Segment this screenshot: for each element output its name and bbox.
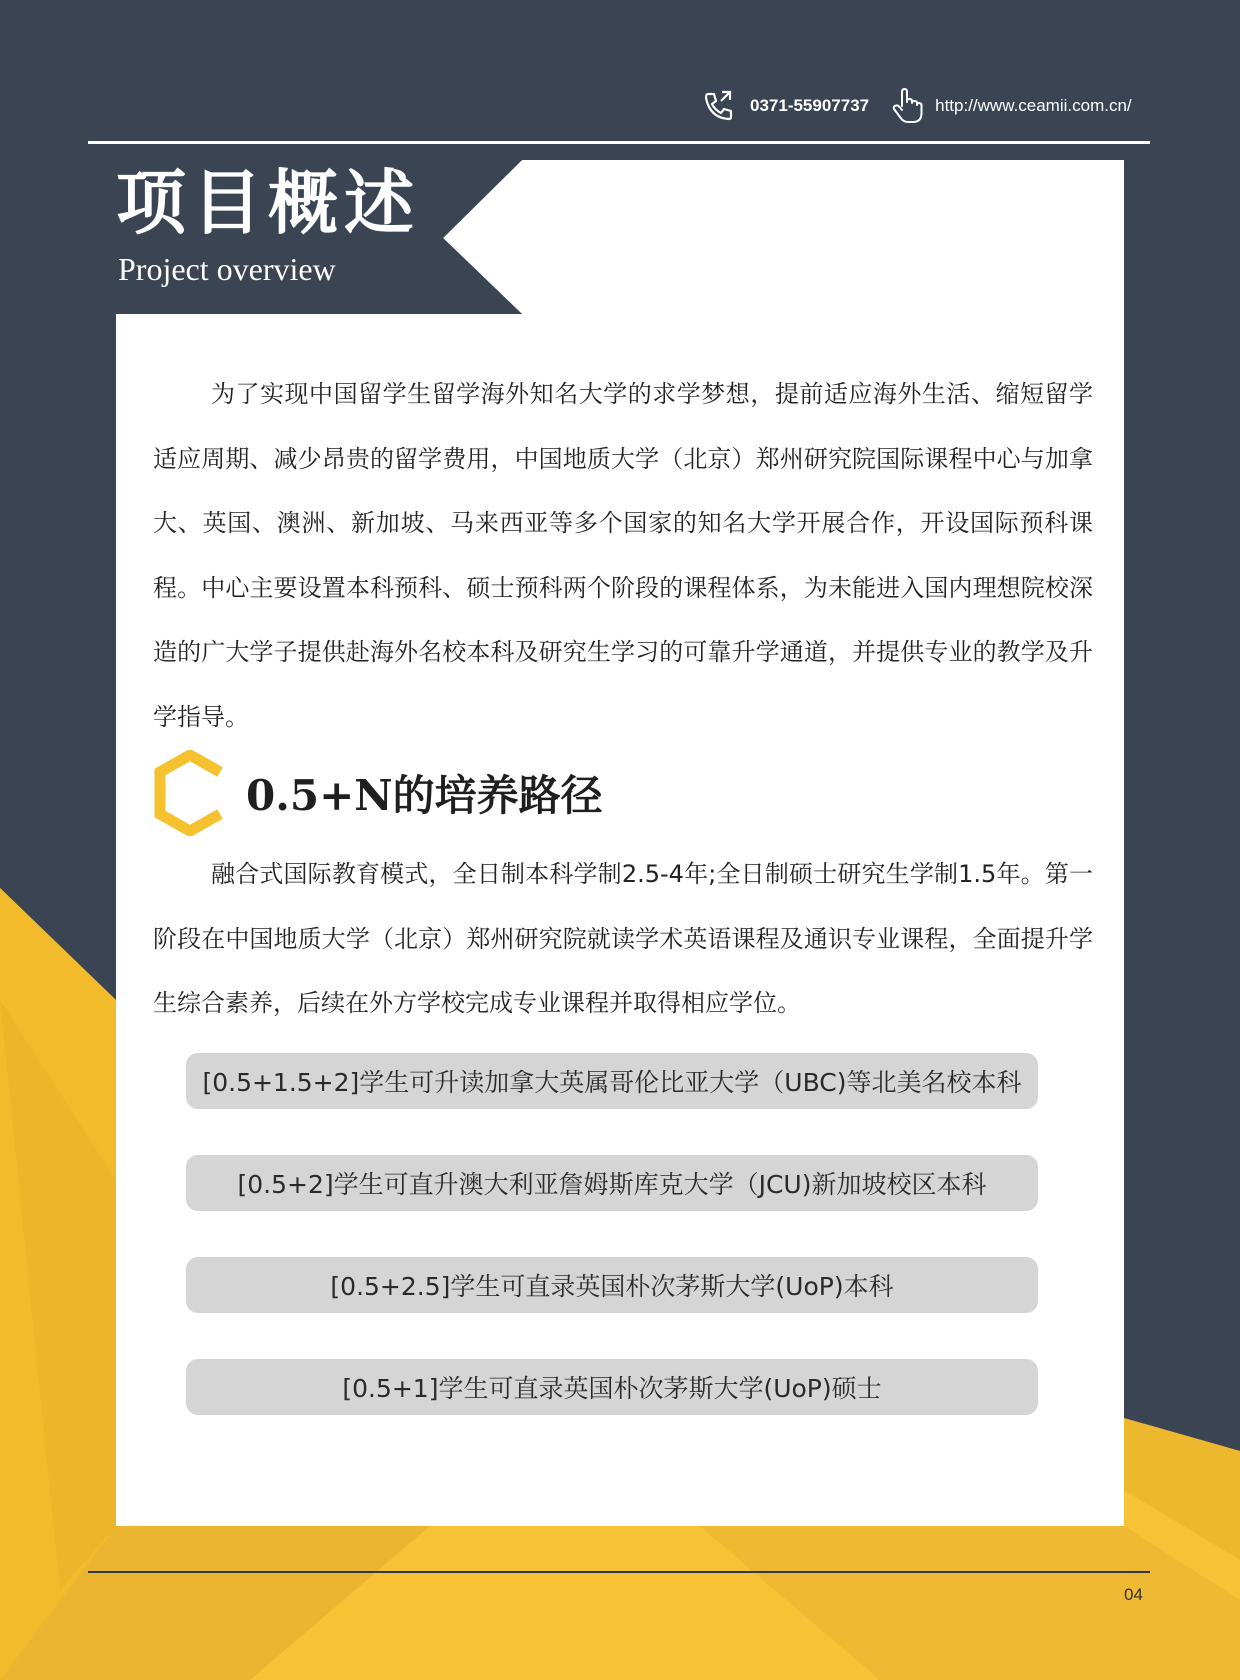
page-title: 项目概述	[116, 161, 420, 244]
model-paragraph: 融合式国际教育模式，全日制本科学制2.5-4年;全日制硕士研究生学制1.5年。第一阶段在中国地质大学（北京）郑州研究院就读学术英语课程及通识专业课程，全面提升学生综合素养，后续在外方学校完成专业课程并取得相应学位。	[153, 860, 1093, 1017]
pathway-item: [0.5+1]学生可直录英国朴次茅斯大学(UoP)硕士	[186, 1359, 1038, 1415]
section-title: 0.5+N的培养路径	[246, 771, 603, 820]
pathway-item: [0.5+1.5+2]学生可升读加拿大英属哥伦比亚大学（UBC)等北美名校本科	[186, 1053, 1038, 1109]
website-url[interactable]: http://www.ceamii.com.cn/	[935, 96, 1132, 115]
top-divider	[88, 141, 1150, 144]
page-subtitle: Project overview	[118, 251, 336, 287]
page-number: 04	[1124, 1585, 1143, 1604]
intro-paragraph: 为了实现中国留学生留学海外知名大学的求学梦想，提前适应海外生活、缩短留学适应周期、减少昂贵的留学费用，中国地质大学（北京）郑州研究院国际课程中心与加拿大、英国、澳洲、新加坡、马来西亚等多个国家的知名大学开展合作，开设国际预科课程。中心主要设置本科预科、硕士预科两个阶段的课程体系，为未能进入国内理想院校深造的广大学子提供赴海外名校本科及研究生学习的可靠升学通道，并提供专业的教学及升学指导。	[153, 380, 1093, 731]
contact-bar	[700, 86, 1150, 126]
hand-pointer-icon	[891, 88, 923, 124]
pathway-item: [0.5+2]学生可直升澳大利亚詹姆斯库克大学（JCU)新加坡校区本科	[186, 1155, 1038, 1211]
bottom-divider	[88, 1571, 1150, 1573]
intro-section	[153, 362, 1093, 749]
phone-number: 0371-55907737	[750, 96, 870, 115]
pathway-item: [0.5+2.5]学生可直录英国朴次茅斯大学(UoP)本科	[186, 1257, 1038, 1313]
hexagon-bracket-icon	[152, 750, 228, 836]
phone-icon	[700, 88, 736, 124]
pathway-list	[186, 1053, 1038, 1461]
model-section	[153, 842, 1093, 1036]
section-heading	[152, 748, 852, 838]
